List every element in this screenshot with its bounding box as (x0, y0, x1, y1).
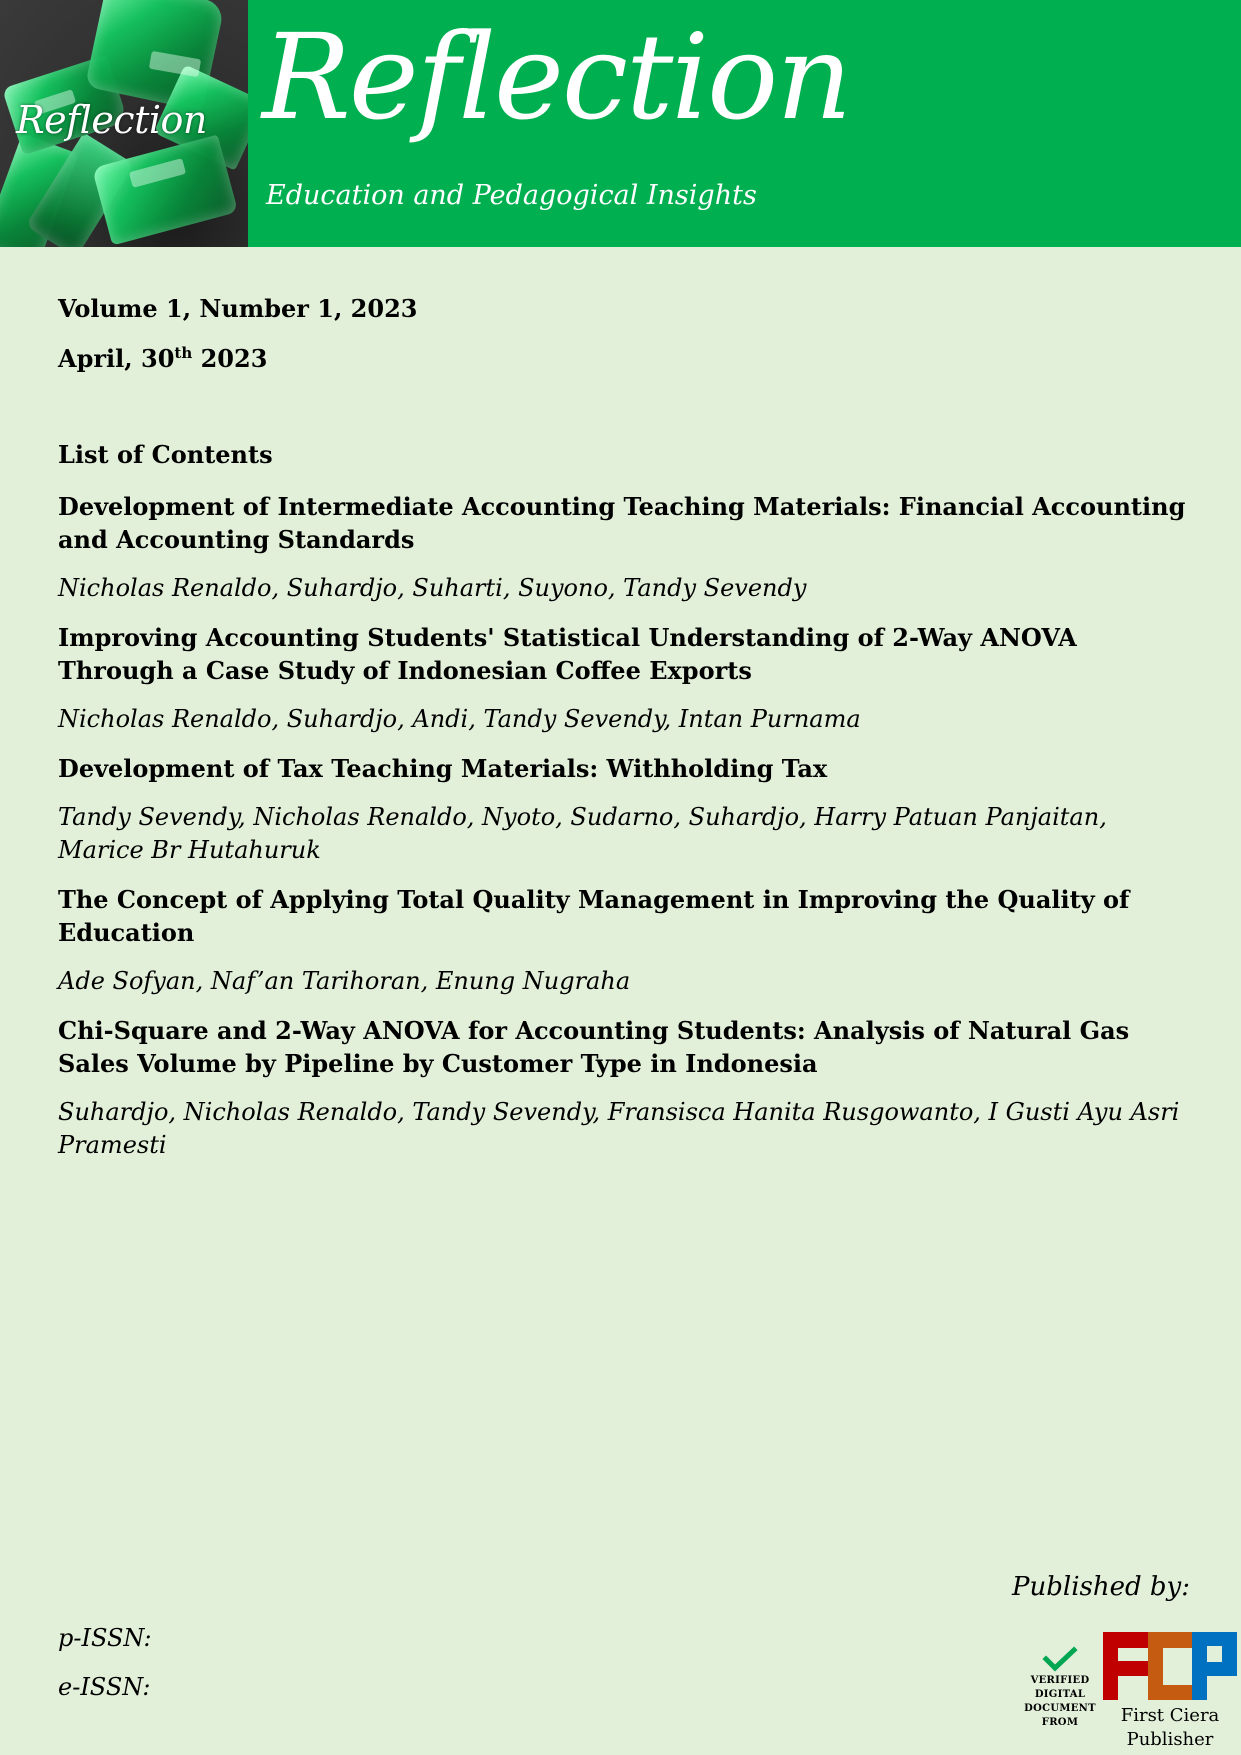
article-authors: Tandy Sevendy, Nicholas Renaldo, Nyoto, Sudarno, Suhardjo, Harry Patuan Panjaitan, Marice Br Hutahuruk (58, 803, 1107, 864)
article-authors: Suhardjo, Nicholas Renaldo, Tandy Sevendy, Fransisca Hanita Rusgowanto, I Gusti Ayu Asri Pramesti (58, 1098, 1180, 1159)
article-title[interactable]: The Concept of Applying Total Quality Management in Improving the Quality of Education (58, 885, 1130, 947)
check-icon (1042, 1646, 1078, 1672)
verified-badge (1024, 1646, 1096, 1730)
issue-date-ordinal: th (174, 344, 193, 362)
toc-entry (58, 490, 1188, 605)
verified-line: DIGITAL (1034, 1689, 1086, 1700)
p-issn-label: p-ISSN: (58, 1624, 152, 1652)
article-authors: Ade Sofyan, Naf’an Tarihoran, Enung Nugraha (58, 967, 631, 995)
issue-date-day: April, 30 (58, 344, 175, 373)
journal-subtitle: Education and Pedagogical Insights (266, 180, 757, 211)
journal-header (0, 0, 1241, 247)
verified-line: VERIFIED (1030, 1675, 1090, 1686)
toc-entry (58, 1014, 1188, 1162)
journal-title: Reflection (262, 8, 851, 146)
logo-letter-c (1148, 1632, 1192, 1700)
verified-line: DOCUMENT (1024, 1703, 1096, 1714)
cover-gem-image (0, 0, 248, 247)
cover-label: Reflection (16, 98, 207, 142)
published-by-label: Published by: (1012, 1572, 1190, 1602)
issue-date (58, 344, 267, 373)
article-authors: Nicholas Renaldo, Suhardjo, Suharti, Suyono, Tandy Sevendy (58, 574, 807, 602)
article-title[interactable]: Development of Tax Teaching Materials: Withholding Tax (58, 754, 828, 783)
toc-entry (58, 621, 1188, 736)
fcp-logo (1103, 1632, 1237, 1700)
article-title[interactable]: Development of Intermediate Accounting Teaching Materials: Financial Accounting and Accounting Standards (58, 492, 1186, 554)
toc-heading: List of Contents (58, 440, 273, 469)
verified-line: FROM (1041, 1717, 1079, 1728)
e-issn-label: e-ISSN: (58, 1673, 151, 1701)
article-authors: Nicholas Renaldo, Suhardjo, Andi, Tandy Sevendy, Intan Purnama (58, 705, 861, 733)
logo-letter-f (1103, 1632, 1148, 1700)
issue-date-year: 2023 (192, 344, 268, 373)
toc-entry (58, 883, 1188, 998)
article-title[interactable]: Improving Accounting Students' Statistical Understanding of 2-Way ANOVA Through a Case Study of Indonesian Coffee Exports (58, 623, 1077, 685)
publisher-name-line: First Ciera (1120, 1705, 1220, 1726)
logo-letter-p (1192, 1632, 1237, 1700)
table-of-contents (58, 490, 1188, 1178)
publisher-name-line: Publisher (1126, 1729, 1214, 1750)
publisher-name (1100, 1704, 1240, 1752)
article-title[interactable]: Chi-Square and 2-Way ANOVA for Accounting Students: Analysis of Natural Gas Sales Volume by Pipeline by Customer Type in Indonesia (58, 1016, 1130, 1078)
toc-entry (58, 752, 1188, 867)
volume-line: Volume 1, Number 1, 2023 (58, 294, 418, 323)
